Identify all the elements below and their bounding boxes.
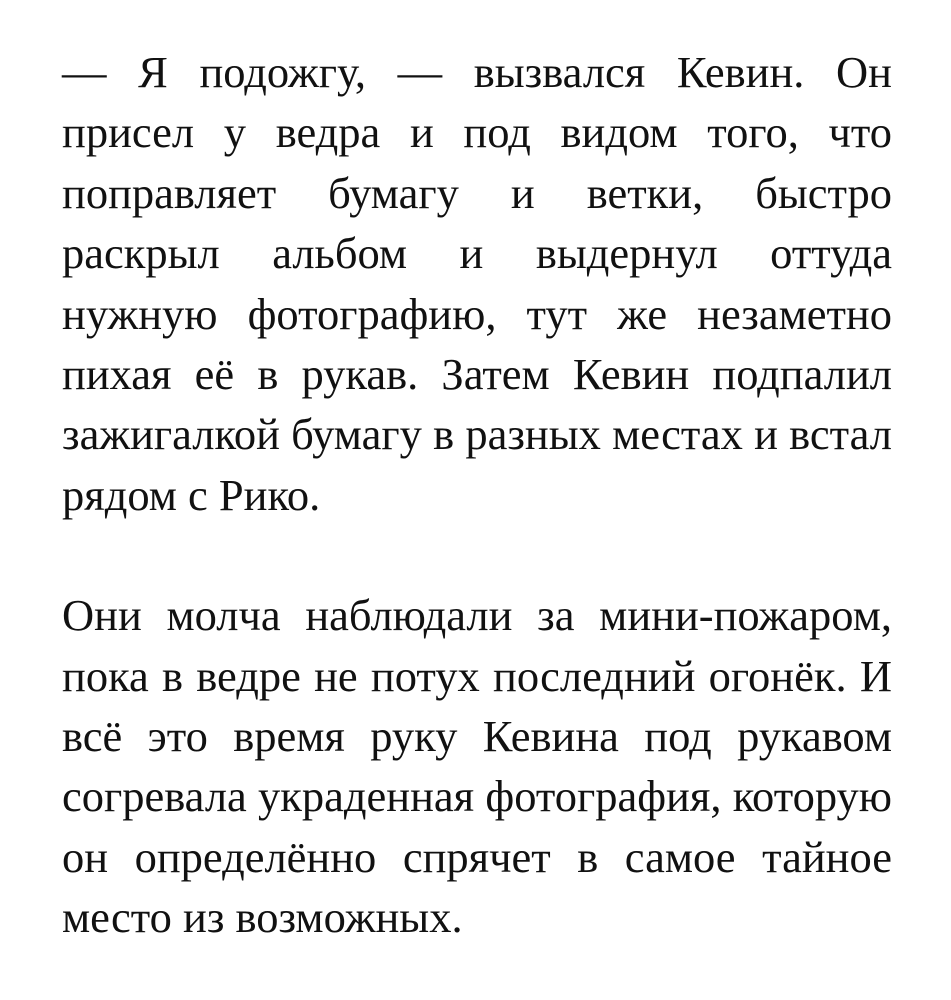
paragraph-1: — Я подожгу, — вызвался Кевин. Он присел у ведра и под видом того, что поправляет бумагу и ветки, быстро раскрыл альбом и выдернул оттуда нужную фотографию, тут же незаметно пихая её в рукав. Затем Кевин подпалил зажигалкой бумагу в разных местах и встал рядом с Рико. <box>62 47 892 520</box>
text-page <box>62 42 892 948</box>
paragraph-2: Они молча наблюдали за мини-пожаром, пока в ведре не потух последний огонёк. И всё это время руку Кевина под рукавом согревала украденная фотография, которую он определённо спрячет в самое тайное место из возможных. <box>62 590 892 943</box>
